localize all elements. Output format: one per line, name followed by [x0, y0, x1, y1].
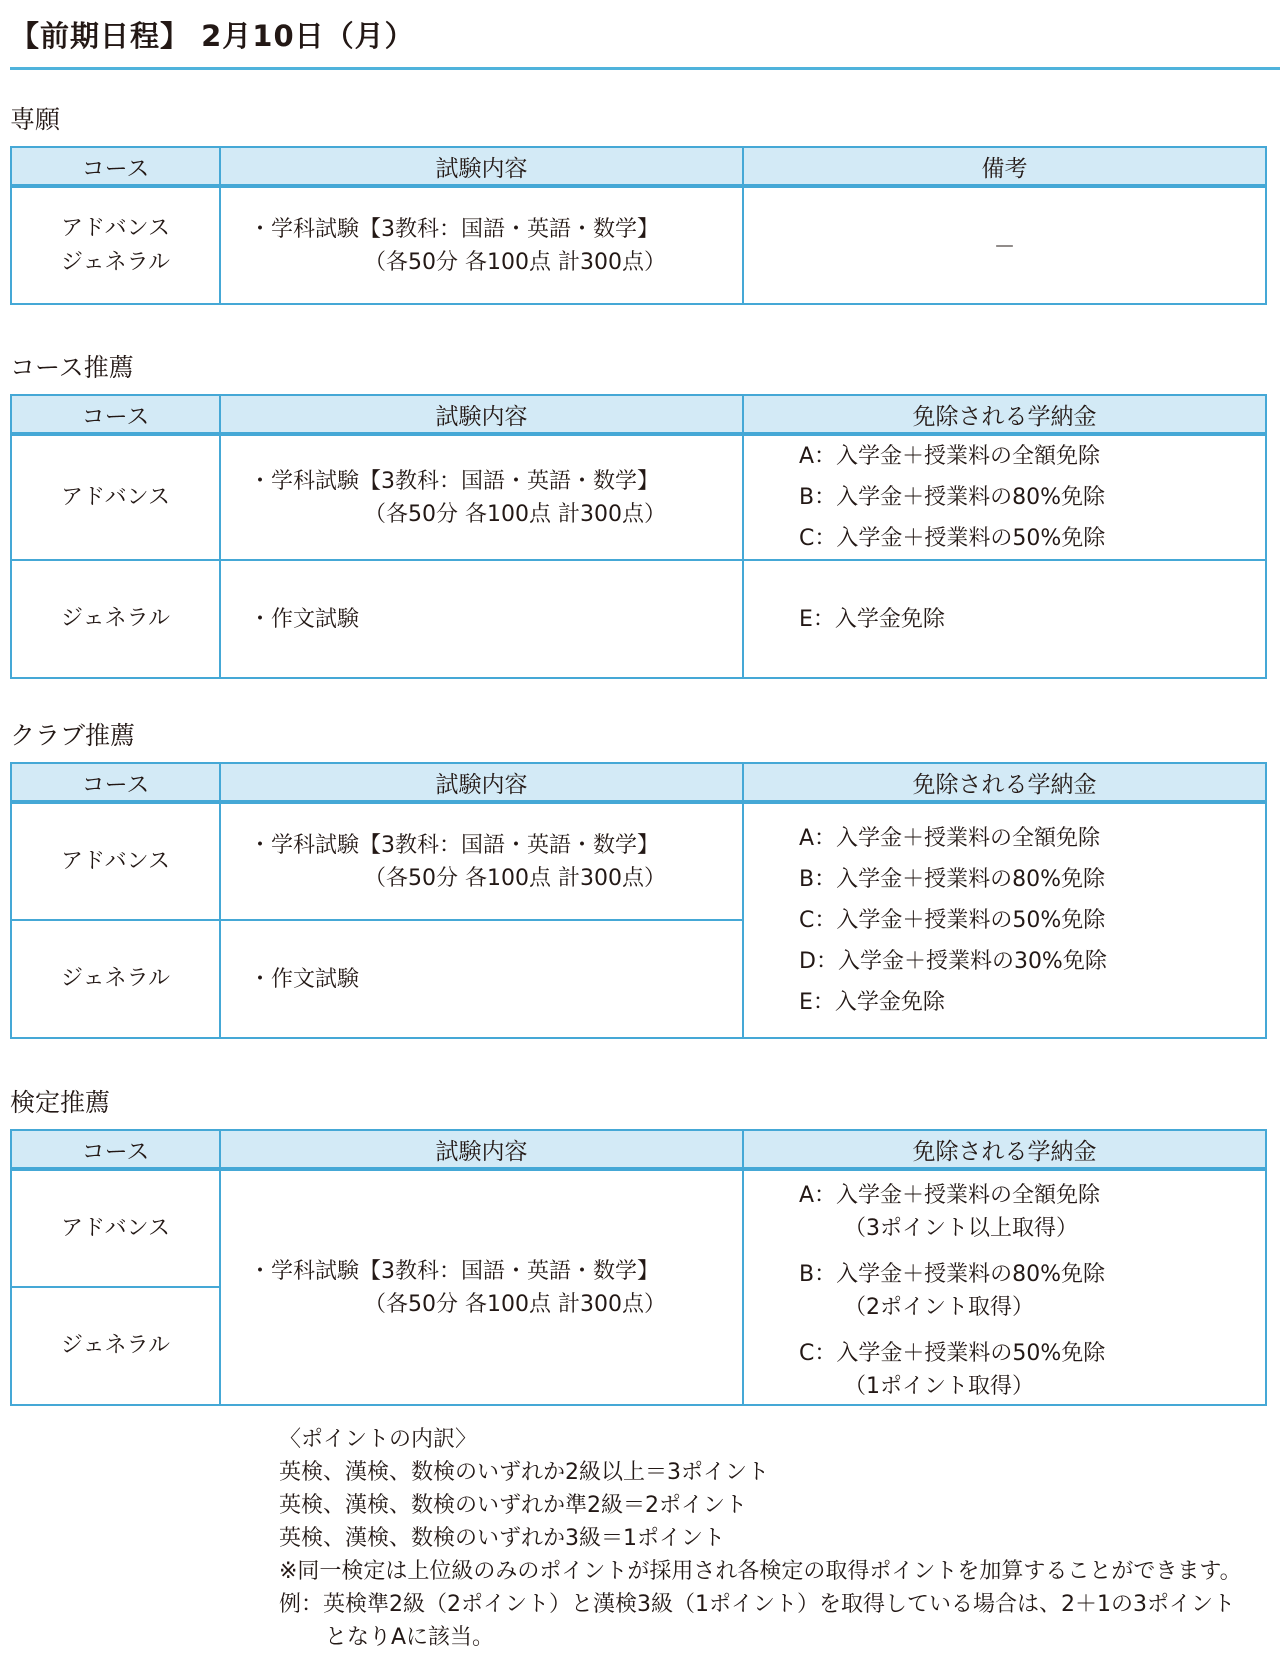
exam-academic-line1: ・学科試験【3教科：国語・英語・数学】	[249, 1258, 659, 1284]
header-exam: 試験内容	[220, 1130, 743, 1169]
header-course: コース	[11, 395, 220, 434]
table-club-recommendation	[10, 762, 1267, 1039]
exam-essay: ・作文試験	[220, 560, 743, 678]
fee-C-condition: （1ポイント取得）	[844, 1374, 1034, 1399]
exam-essay: ・作文試験	[220, 920, 743, 1038]
exam-cell	[220, 802, 743, 920]
course-advance: アドバンス	[61, 215, 170, 241]
points-heading: 〈ポイントの内訳〉	[279, 1427, 478, 1452]
fee-B: B：入学金＋授業料の80%免除	[799, 1262, 1105, 1287]
course-advance: アドバンス	[11, 434, 220, 560]
section-title-course-recommendation: コース推薦	[10, 353, 134, 382]
section-title-club-recommendation: クラブ推薦	[10, 721, 136, 750]
header-fees: 免除される学納金	[743, 1130, 1266, 1169]
points-example-cont: となりAに該当。	[325, 1625, 495, 1650]
header-exam: 試験内容	[220, 763, 743, 802]
course-general: ジェネラル	[61, 249, 170, 275]
header-remarks: 備考	[743, 147, 1266, 186]
header-exam: 試験内容	[220, 395, 743, 434]
fee-A: A：入学金＋授業料の全額免除	[799, 826, 1101, 851]
course-general: ジェネラル	[11, 1287, 220, 1405]
fee-A: A：入学金＋授業料の全額免除	[799, 1183, 1101, 1208]
exam-academic-line2: （各50分 各100点 計300点）	[364, 865, 666, 891]
points-line-2: 英検、漢検、数検のいずれか準2級＝2ポイント	[279, 1493, 747, 1518]
fee-C: C：入学金＋授業料の50%免除	[799, 526, 1106, 551]
course-general: ジェネラル	[11, 560, 220, 678]
exam-academic-line1: ・学科試験【3教科：国語・英語・数学】	[249, 832, 659, 858]
fee-B: B：入学金＋授業料の80%免除	[799, 485, 1105, 510]
header-course: コース	[11, 763, 220, 802]
points-line-3: 英検、漢検、数検のいずれか3級＝1ポイント	[279, 1526, 725, 1551]
fee-D: D：入学金＋授業料の30%免除	[799, 949, 1107, 974]
exam-cell	[220, 1169, 743, 1405]
fee-E: E：入学金免除	[799, 990, 945, 1015]
fee-E: E：入学金免除	[743, 560, 1266, 678]
fee-A-condition: （3ポイント以上取得）	[844, 1216, 1078, 1241]
header-course: コース	[11, 147, 220, 186]
exam-cell	[220, 186, 743, 304]
section-title-certification-recommendation: 検定推薦	[10, 1088, 111, 1117]
fee-B-condition: （2ポイント取得）	[844, 1295, 1034, 1320]
points-example: 例：英検準2級（2ポイント）と漢検3級（1ポイント）を取得している場合は、2＋1の3ポイント	[279, 1592, 1235, 1617]
header-fees: 免除される学納金	[743, 395, 1266, 434]
exam-academic-line1: ・学科試験【3教科：国語・英語・数学】	[249, 216, 659, 242]
fees-cell	[743, 1169, 1266, 1405]
fee-B: B：入学金＋授業料の80%免除	[799, 867, 1105, 892]
fees-cell	[743, 802, 1266, 1038]
course-advance: アドバンス	[11, 802, 220, 920]
table-course-recommendation	[10, 394, 1267, 679]
table-certification-recommendation	[10, 1129, 1267, 1406]
section-title-sengan: 専願	[10, 105, 61, 134]
course-cell	[11, 186, 220, 304]
points-breakdown	[279, 1423, 1269, 1654]
table-sengan	[10, 146, 1267, 305]
header-course: コース	[11, 1130, 220, 1169]
header-exam: 試験内容	[220, 147, 743, 186]
exam-academic-line2: （各50分 各100点 計300点）	[364, 501, 666, 527]
exam-academic-line2: （各50分 各100点 計300点）	[364, 1291, 666, 1317]
page-title: 【前期日程】 2月10日（月）	[10, 14, 1280, 70]
exam-academic-line2: （各50分 各100点 計300点）	[364, 249, 666, 275]
remarks-cell: －	[743, 186, 1266, 304]
exam-cell	[220, 434, 743, 560]
course-general: ジェネラル	[11, 920, 220, 1038]
fee-C: C：入学金＋授業料の50%免除	[799, 908, 1106, 933]
points-line-1: 英検、漢検、数検のいずれか2級以上＝3ポイント	[279, 1460, 769, 1485]
fees-cell	[743, 434, 1266, 560]
fee-A: A：入学金＋授業料の全額免除	[799, 444, 1101, 469]
fee-C: C：入学金＋授業料の50%免除	[799, 1341, 1106, 1366]
header-fees: 免除される学納金	[743, 763, 1266, 802]
points-note: ※同一検定は上位級のみのポイントが採用され各検定の取得ポイントを加算することができます。	[279, 1559, 1242, 1584]
exam-academic-line1: ・学科試験【3教科：国語・英語・数学】	[249, 468, 659, 494]
course-advance: アドバンス	[11, 1169, 220, 1287]
